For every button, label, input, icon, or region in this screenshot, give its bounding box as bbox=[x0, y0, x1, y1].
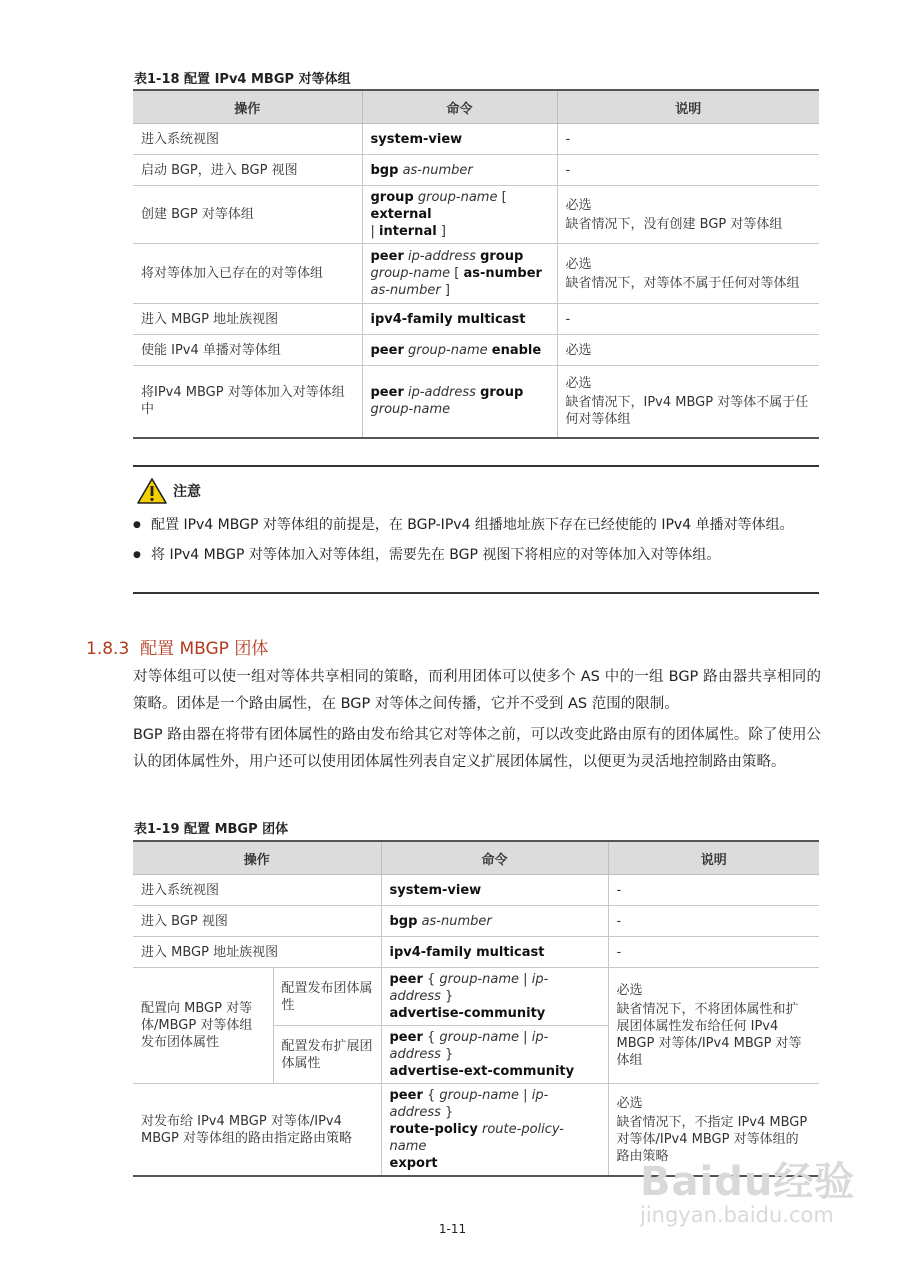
desc-cell: - bbox=[608, 875, 819, 906]
table-row bbox=[133, 968, 819, 1026]
header-cmd: 命令 bbox=[381, 841, 608, 875]
cmd-cell: peer { group-name | ip-address } advertise-ext-community bbox=[381, 1026, 608, 1084]
op-cell: 将对等体加入已存在的对等体组 bbox=[133, 244, 362, 304]
sub-op-cell: 配置发布团体属性 bbox=[273, 968, 381, 1026]
op-cell: 启动 BGP，进入 BGP 视图 bbox=[133, 155, 362, 186]
cmd-cell: ipv4-family multicast bbox=[381, 937, 608, 968]
page-number: 1-11 bbox=[438, 1222, 467, 1236]
table-row bbox=[133, 186, 819, 244]
desc-cell: 必选 bbox=[557, 335, 819, 366]
op-cell: 进入 MBGP 地址族视图 bbox=[133, 304, 362, 335]
watermark-logo: Baidu经验 bbox=[640, 1159, 856, 1205]
section-heading bbox=[86, 634, 268, 659]
desc-cell: 必选 缺省情况下，IPv4 MBGP 对等体不属于任何对等体组 bbox=[557, 366, 819, 438]
op-cell: 创建 BGP 对等体组 bbox=[133, 186, 362, 244]
desc-cell: - bbox=[608, 906, 819, 937]
op-cell: 进入系统视图 bbox=[133, 875, 381, 906]
note-title-text: 注意 bbox=[173, 484, 201, 500]
cmd-cell: bgp as-number bbox=[381, 906, 608, 937]
header-op: 操作 bbox=[133, 841, 381, 875]
desc-cell: - bbox=[557, 124, 819, 155]
desc-cell: - bbox=[608, 937, 819, 968]
note-title bbox=[137, 477, 201, 505]
table-caption-2: 表1-19 配置 MBGP 团体 bbox=[134, 822, 289, 837]
cmd-cell: group group-name [ external | internal ] bbox=[362, 186, 557, 244]
cmd-cell: system-view bbox=[362, 124, 557, 155]
paragraph: 对等体组可以使一组对等体共享相同的策略，而利用团体可以使多个 AS 中的一组 BGP 路由器共享相同的策略。团体是一个路由属性，在 BGP 对等体之间传播，它并不受到 AS 范围的限制。 bbox=[133, 669, 821, 712]
list-item: ● 将 IPv4 MBGP 对等体加入对等体组，需要先在 BGP 视图下将相应的对等体加入对等体组。 bbox=[133, 543, 819, 567]
header-desc: 说明 bbox=[557, 90, 819, 124]
cmd-cell: bgp as-number bbox=[362, 155, 557, 186]
table-caption-1: 表1-18 配置 IPv4 MBGP 对等体组 bbox=[134, 72, 351, 87]
table-row bbox=[133, 937, 819, 968]
desc-cell: 必选 缺省情况下，没有创建 BGP 对等体组 bbox=[557, 186, 819, 244]
op-cell: 进入 BGP 视图 bbox=[133, 906, 381, 937]
header-op: 操作 bbox=[133, 90, 362, 124]
cmd-cell: peer group-name enable bbox=[362, 335, 557, 366]
desc-cell: 必选 缺省情况下，不将团体属性和扩展团体属性发布给任何 IPv4 MBGP 对等体/IPv4 MBGP 对等体组 bbox=[608, 968, 819, 1084]
op-cell: 进入系统视图 bbox=[133, 124, 362, 155]
desc-cell: 必选 缺省情况下，不指定 IPv4 MBGP 对等体/IPv4 MBGP 对等体组的路由策略 bbox=[608, 1084, 819, 1177]
cmd-cell: system-view bbox=[381, 875, 608, 906]
table-row bbox=[133, 875, 819, 906]
section-title: 配置 MBGP 团体 bbox=[140, 639, 269, 659]
table-ipv4-mbgp-peer-group bbox=[133, 89, 819, 439]
table-row bbox=[133, 244, 819, 304]
cmd-cell: peer ip-address group group-name [ as-number as-number ] bbox=[362, 244, 557, 304]
watermark-url: jingyan.baidu.com bbox=[640, 1203, 834, 1227]
cmd-cell: peer { group-name | ip-address } route-policy route-policy-name export bbox=[381, 1084, 608, 1177]
desc-cell: - bbox=[557, 304, 819, 335]
op-cell: 将IPv4 MBGP 对等体加入对等体组中 bbox=[133, 366, 362, 438]
table-row bbox=[133, 366, 819, 438]
op-cell: 对发布给 IPv4 MBGP 对等体/IPv4 MBGP 对等体组的路由指定路由策略 bbox=[133, 1084, 381, 1177]
caution-note bbox=[133, 465, 819, 594]
table-row bbox=[133, 906, 819, 937]
cmd-cell: peer { group-name | ip-address } advertise-community bbox=[381, 968, 608, 1026]
op-cell: 使能 IPv4 单播对等体组 bbox=[133, 335, 362, 366]
baidu-watermark bbox=[640, 1150, 855, 1227]
op-cell: 进入 MBGP 地址族视图 bbox=[133, 937, 381, 968]
table-row bbox=[133, 304, 819, 335]
section-number: 1.8.3 bbox=[86, 639, 130, 659]
table-row bbox=[133, 335, 819, 366]
note-list bbox=[133, 513, 819, 567]
sub-op-cell: 配置发布扩展团体属性 bbox=[273, 1026, 381, 1084]
desc-cell: 必选 缺省情况下，对等体不属于任何对等体组 bbox=[557, 244, 819, 304]
header-desc: 说明 bbox=[608, 841, 819, 875]
warning-icon bbox=[137, 477, 167, 505]
table-row bbox=[133, 155, 819, 186]
paragraph: BGP 路由器在将带有团体属性的路由发布给其它对等体之前，可以改变此路由原有的团体属性。除了使用公认的团体属性外，用户还可以使用团体属性列表自定义扩展团体属性，以便更为灵活地控制路由策略。 bbox=[133, 727, 821, 770]
list-item: ● 配置 IPv4 MBGP 对等体组的前提是，在 BGP-IPv4 组播地址族下存在已经使能的 IPv4 单播对等体组。 bbox=[133, 513, 819, 537]
table-mbgp-community bbox=[133, 840, 819, 1177]
cmd-cell: peer ip-address group group-name bbox=[362, 366, 557, 438]
header-cmd: 命令 bbox=[362, 90, 557, 124]
op-cell: 配置向 MBGP 对等体/MBGP 对等体组发布团体属性 bbox=[133, 968, 273, 1084]
cmd-cell: ipv4-family multicast bbox=[362, 304, 557, 335]
desc-cell: - bbox=[557, 155, 819, 186]
table-row bbox=[133, 124, 819, 155]
